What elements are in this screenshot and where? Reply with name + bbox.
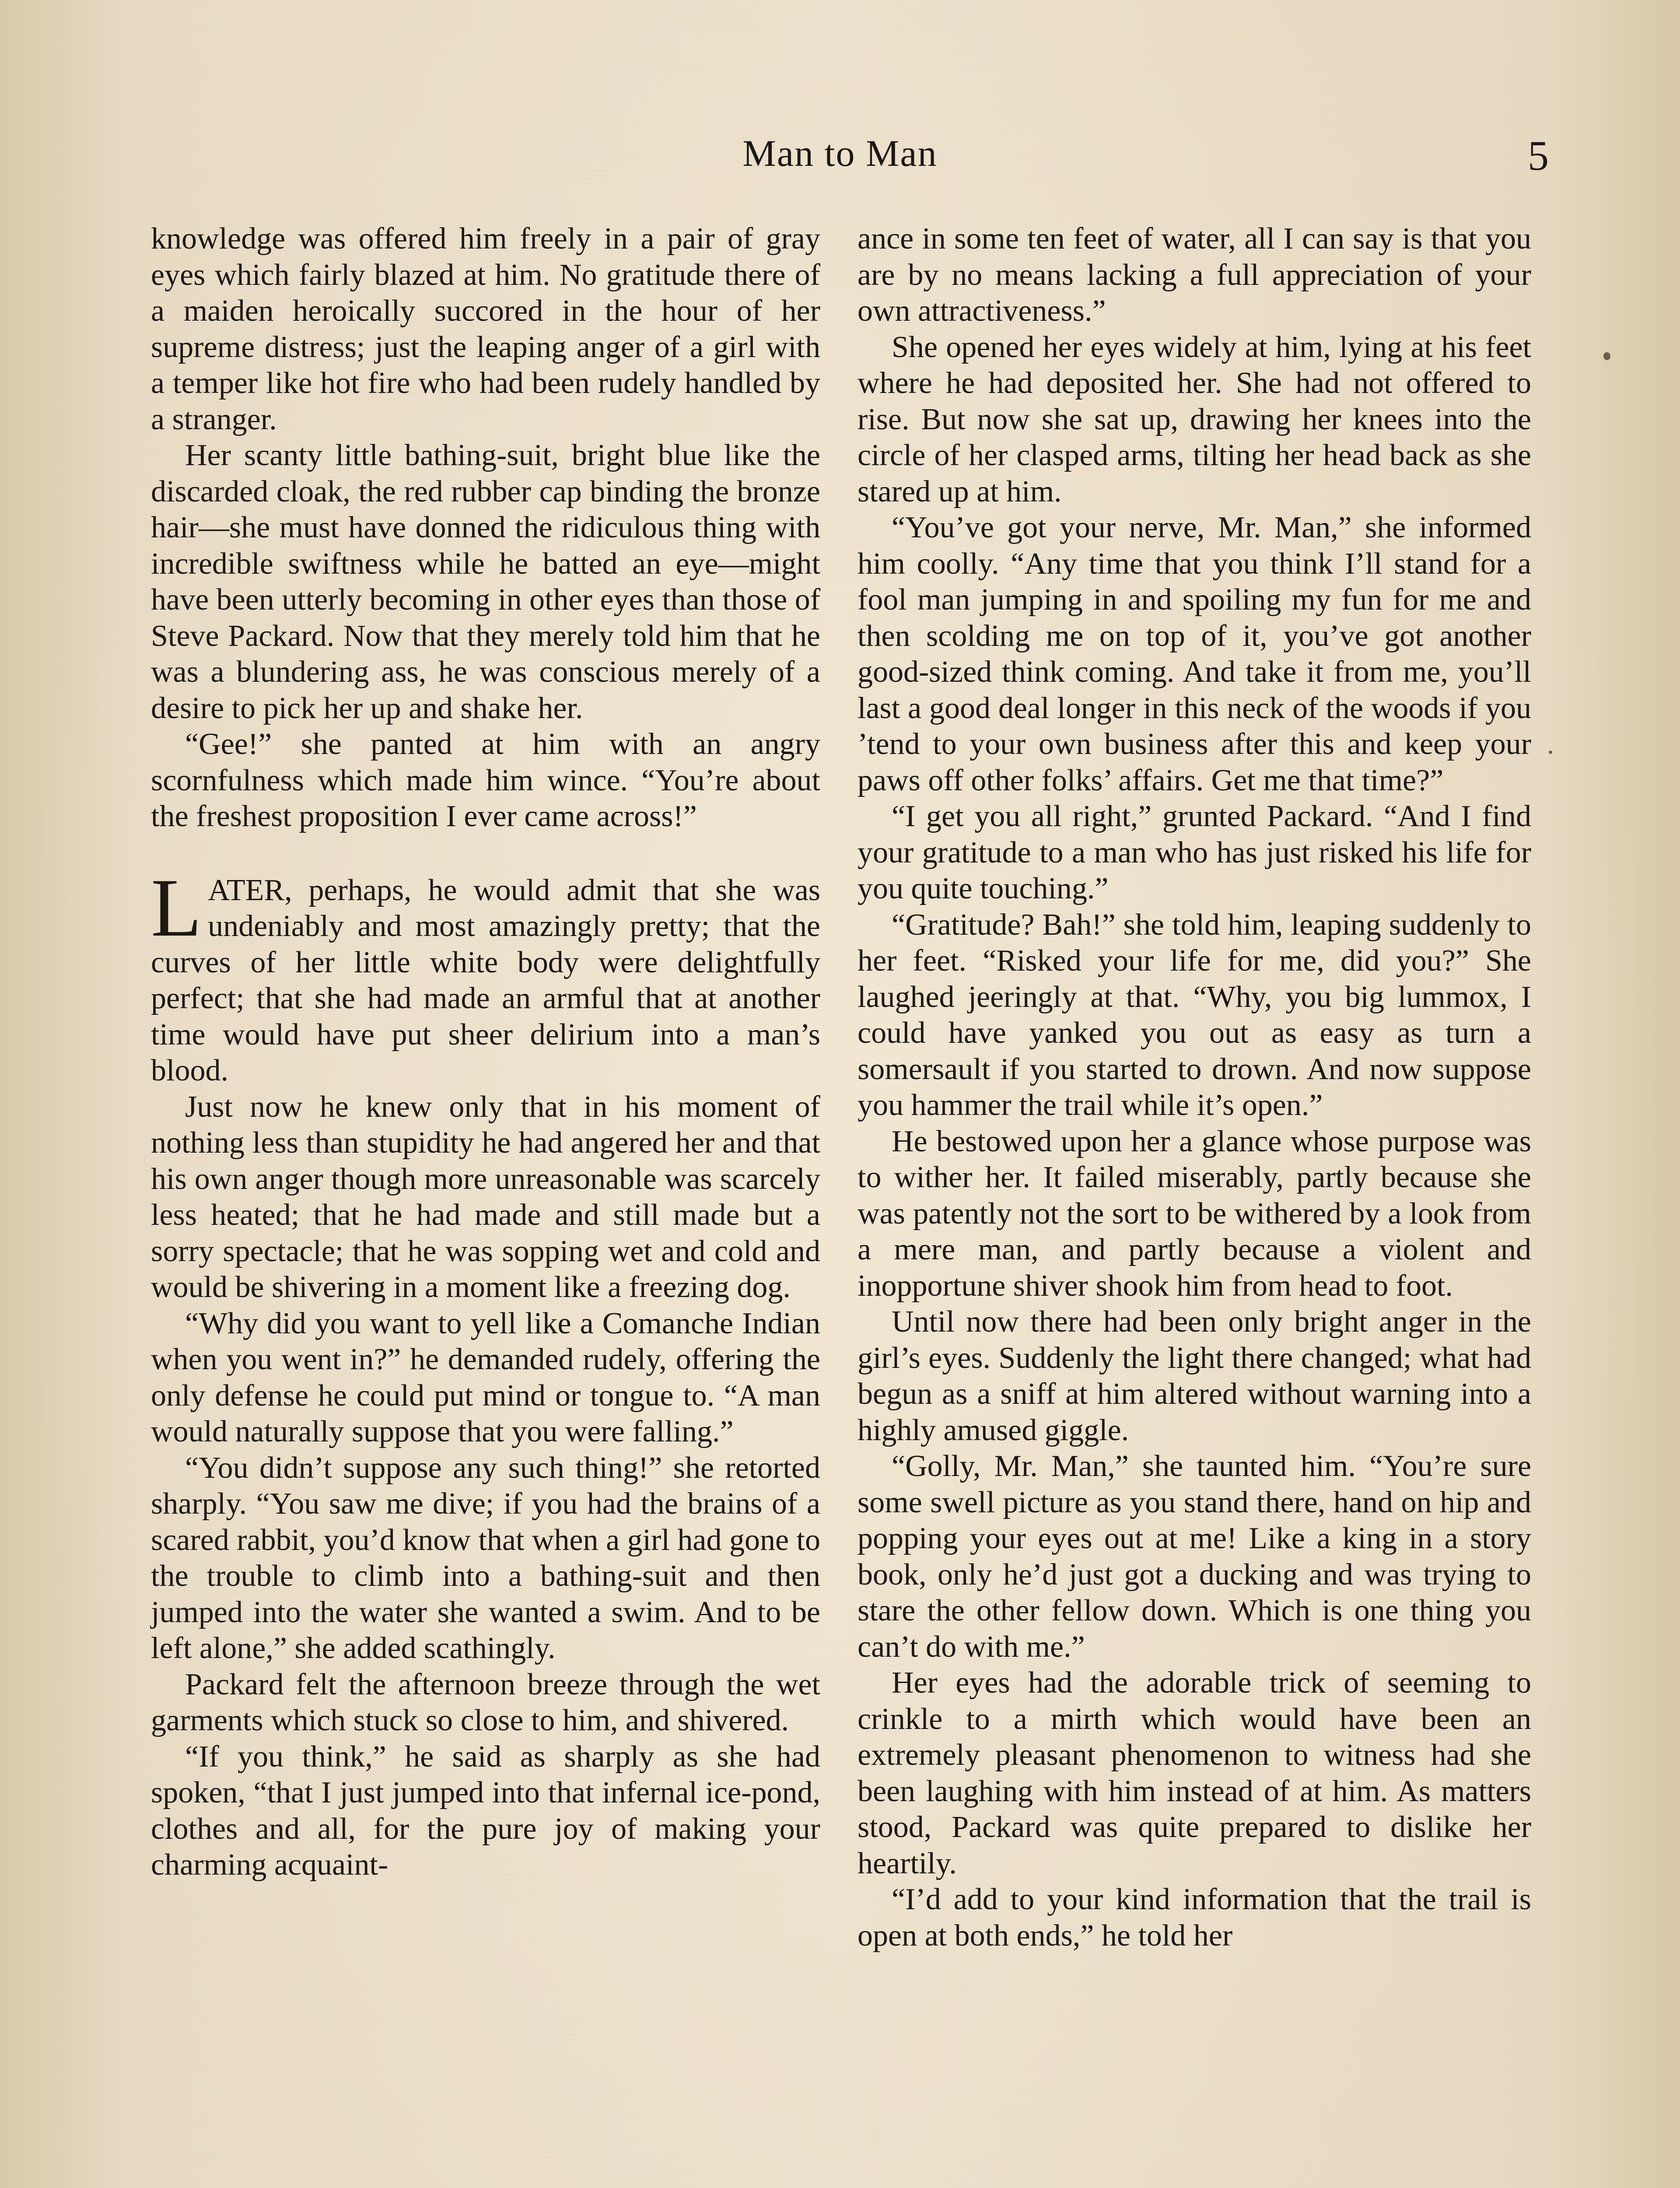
paragraph: “Golly, Mr. Man,” she taunted him. “You’re sure some swell picture as you stand there, hand on hip and popping your eyes out at me! Like a king in a story book, only he’d just got a ducking and was trying to stare the other fellow down. Which is one thing you can’t do with me.” <box>858 1449 1531 1664</box>
page-number: 5 <box>1528 132 1549 179</box>
running-head: Man to Man <box>742 132 938 174</box>
dropcap-paragraph-text: ATER, perhaps, he would admit that she was undeniably and most amazingly pretty; that the curves of her little white body were delightfully perfect; that she had made an armful that at another time would have put sheer delirium into a man’s blood. <box>151 873 820 1087</box>
paragraph: “If you think,” he said as sharply as she had spoken, “that I just jumped into that infernal ice-pond, clothes and all, for the pure joy of making your charming acquaint- <box>151 1739 820 1882</box>
paragraph: “I get you all right,” grunted Packard. “And I find your gratitude to a man who has just risked his life for you quite touching.” <box>858 799 1531 905</box>
paragraph: Her scanty little bathing-suit, bright blue like the discarded cloak, the red rubber cap binding the bronze hair—she must have donned the ridiculous thing with incredible swiftness while he batted an eye—might have been utterly becoming in other eyes than those of Steve Packard. Now that they merely told him that he was a blundering ass, he was conscious merely of a desire to pick her up and shake her. <box>151 438 820 725</box>
paragraph: “I’d add to your kind information that the trail is open at both ends,” he told her <box>858 1883 1531 1953</box>
dropcap-paragraph <box>151 862 820 1089</box>
paragraph: “You didn’t suppose any such thing!” she retorted sharply. “You saw me dive; if you had the brains of a scared rabbit, you’d know that when a girl had gone to the trouble to climb into a bathing-suit and then jumped into the water she wanted a swim. And to be left alone,” she added scathingly. <box>151 1451 820 1665</box>
paragraph: Her eyes had the adorable trick of seeming to crinkle to a mirth which would have been an extremely pleasant phenomenon to witness had she been laughing with him instead of at him. As matters stood, Packard was quite prepared to dislike her heartily. <box>858 1666 1531 1880</box>
ink-speck <box>1549 750 1552 754</box>
section-break <box>151 835 820 873</box>
paragraph: “Gee!” she panted at him with an angry scornfulness which made him wince. “You’re about the freshest proposition I ever came across!” <box>151 727 820 833</box>
right-column <box>858 221 1531 1954</box>
paragraph: knowledge was offered him freely in a pair of gray eyes which fairly blazed at him. No gratitude there of a maiden heroically succored in the hour of her supreme distress; just the leaping anger of a girl with a temper like hot fire who had been rudely handled by a stranger. <box>151 222 820 436</box>
paragraph: “You’ve got your nerve, Mr. Man,” she informed him coolly. “Any time that you think I’ll stand for a fool man jumping in and spoiling my fun for me and then scolding me on top of it, you’ve got another good-sized think coming. And take it from me, you’ll last a good deal longer in this neck of the woods if you ’tend to your own business after this and keep your paws off other folks’ affairs. Get me that time?” <box>858 511 1531 797</box>
paragraph: Just now he knew only that in his moment of nothing less than stupidity he had angered her and that his own anger though more unreasonable was scarcely less heated; that he had made and still made but a sorry spectacle; that he was sopping wet and cold and would be shivering in a moment like a freezing dog. <box>151 1090 820 1304</box>
paragraph: Packard felt the afternoon breeze through the wet garments which stuck so close to him, and shivered. <box>151 1667 820 1737</box>
paragraph: “Why did you want to yell like a Comanche Indian when you went in?” he demanded rudely, offering the only defense he could put mind or tongue to. “A man would naturally suppose that you were falling.” <box>151 1306 820 1448</box>
ink-speck <box>1603 352 1610 360</box>
drop-cap: L <box>151 862 202 954</box>
paragraph: He bestowed upon her a glance whose purpose was to wither her. It failed miserably, partly because she was patently not the sort to be withered by a look from a mere man, and partly because a violent and inopportune shiver shook him from head to foot. <box>858 1124 1531 1303</box>
paragraph: Until now there had been only bright anger in the girl’s eyes. Suddenly the light there changed; what had begun as a sniff at him altered without warning into a highly amused giggle. <box>858 1305 1531 1447</box>
left-column <box>151 221 820 1883</box>
paragraph: “Gratitude? Bah!” she told him, leaping suddenly to her feet. “Risked your life for me, did you?” She laughed jeeringly at that. “Why, you big lummox, I could have yanked you out as easy as turn a somersault if you started to drown. And now suppose you hammer the trail while it’s open.” <box>858 908 1531 1122</box>
paragraph: ance in some ten feet of water, all I can say is that you are by no means lacking a full appreciation of your own attractiveness.” <box>858 222 1531 328</box>
paragraph: She opened her eyes widely at him, lying at his feet where he had deposited her. She had not offered to rise. But now she sat up, drawing her knees into the circle of her clasped arms, tilting her head back as she stared up at him. <box>858 330 1531 508</box>
